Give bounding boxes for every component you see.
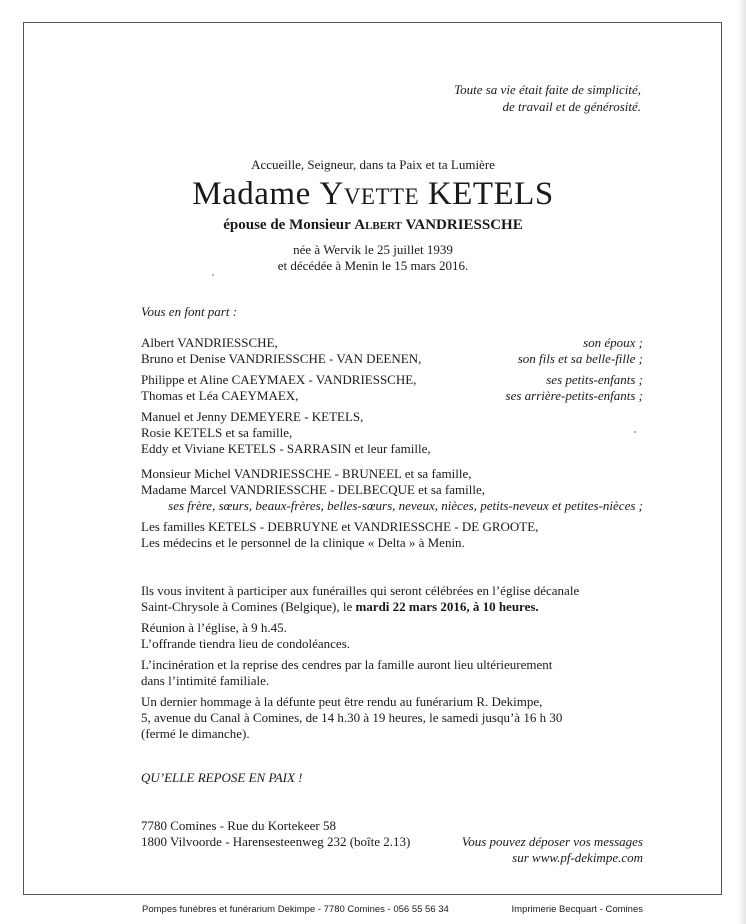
cremation-line-1: L’incinération et la reprise des cendres par la famille auront lieu ultérieurement bbox=[141, 657, 553, 672]
messages-line-1: Vous pouvez déposer vos messages bbox=[461, 834, 643, 849]
spouse-line bbox=[0, 217, 746, 234]
family-member-name: Philippe et Aline CAEYMAEX - VANDRIESSCHE, bbox=[141, 372, 417, 387]
scan-speck bbox=[212, 274, 214, 276]
family-member-name: Manuel et Jenny DEMEYERE - KETELS, bbox=[141, 409, 364, 424]
footer-right: Imprimerie Becquart - Comines bbox=[511, 904, 643, 915]
family-member-relation: son époux ; bbox=[583, 335, 643, 350]
address-line: 1800 Vilvoorde - Harensesteenweg 232 (boîte 2.13) bbox=[141, 834, 411, 849]
scan-speck bbox=[634, 431, 636, 433]
funeral-line-1: Ils vous invitent à participer aux funérailles qui seront célébrées en l’église décanale bbox=[141, 583, 580, 598]
invocation: Accueille, Seigneur, dans ta Paix et ta Lumière bbox=[251, 157, 495, 172]
family-member-name: Les familles KETELS - DEBRUYNE et VANDRIESSCHE - DE GROOTE, bbox=[141, 519, 539, 534]
family-member-name: Albert VANDRIESSCHE, bbox=[141, 335, 278, 350]
address-line: 7780 Comines - Rue du Kortekeer 58 bbox=[141, 818, 336, 833]
deceased-last-name: KETELS bbox=[427, 176, 554, 212]
spouse-last-name: VANDRIESSCHE bbox=[405, 217, 523, 233]
family-member-relation: ses petits-enfants ; bbox=[546, 372, 643, 387]
cremation-line-2: dans l’intimité familiale. bbox=[141, 673, 270, 688]
family-member-name: Thomas et Léa CAEYMAEX, bbox=[141, 388, 299, 403]
funeral-line-2 bbox=[141, 599, 539, 615]
messages-line-2: sur www.pf-dekimpe.com bbox=[512, 850, 643, 865]
spouse-prefix: épouse de Monsieur bbox=[223, 217, 351, 233]
quote-line-1: Toute sa vie était faite de simplicité, bbox=[454, 82, 641, 97]
family-member-relation: ses arrière-petits-enfants ; bbox=[505, 388, 643, 403]
meeting-line: Réunion à l’église, à 9 h.45. bbox=[141, 620, 287, 635]
deceased-first-name: Yvette bbox=[319, 176, 420, 212]
tribute-line-3: (fermé le dimanche). bbox=[141, 726, 250, 741]
deceased-title: Madame bbox=[192, 176, 311, 212]
tribute-line-1: Un dernier hommage à la défunte peut être rendu au funérarium R. Dekimpe, bbox=[141, 694, 543, 709]
family-member-name: Les médecins et le personnel de la clinique « Delta » à Menin. bbox=[141, 535, 465, 550]
family-member-name: Monsieur Michel VANDRIESSCHE - BRUNEEL et sa famille, bbox=[141, 466, 472, 481]
family-member-name: Bruno et Denise VANDRIESSCHE - VAN DEENEN, bbox=[141, 351, 422, 366]
deceased-name bbox=[0, 176, 746, 213]
funeral-date: mardi 22 mars 2016, à 10 heures. bbox=[355, 599, 539, 614]
announcers-intro: Vous en font part : bbox=[141, 304, 238, 319]
spouse-first-name: Albert bbox=[354, 217, 402, 233]
tribute-line-2: 5, avenue du Canal à Comines, de 14 h.30 à 19 heures, le samedi jusqu’à 16 h 30 bbox=[141, 710, 563, 725]
family-member-relation: son fils et sa belle-fille ; bbox=[517, 351, 643, 366]
quote-line-2: de travail et de générosité. bbox=[502, 99, 641, 114]
scan-edge bbox=[738, 0, 746, 924]
family-member-name: Eddy et Viviane KETELS - SARRASIN et leur famille, bbox=[141, 441, 431, 456]
card-border bbox=[23, 22, 722, 895]
offering-line: L’offrande tiendra lieu de condoléances. bbox=[141, 636, 350, 651]
funeral-place: Saint-Chrysole à Comines (Belgique), le bbox=[141, 599, 356, 614]
family-member-relation: ses frère, sœurs, beaux-frères, belles-sœurs, neveux, nièces, petits-neveux et petites-nièces ; bbox=[168, 498, 643, 513]
family-member-name: Rosie KETELS et sa famille, bbox=[141, 425, 293, 440]
rip-line: QU’ELLE REPOSE EN PAIX ! bbox=[141, 770, 303, 785]
family-member-name: Madame Marcel VANDRIESSCHE - DELBECQUE et sa famille, bbox=[141, 482, 485, 497]
footer-left: Pompes funèbres et funérarium Dekimpe - 7780 Comines - 056 55 56 34 bbox=[142, 904, 449, 915]
birth-line: née à Wervik le 25 juillet 1939 bbox=[293, 242, 453, 257]
death-line: et décédée à Menin le 15 mars 2016. bbox=[277, 258, 469, 273]
